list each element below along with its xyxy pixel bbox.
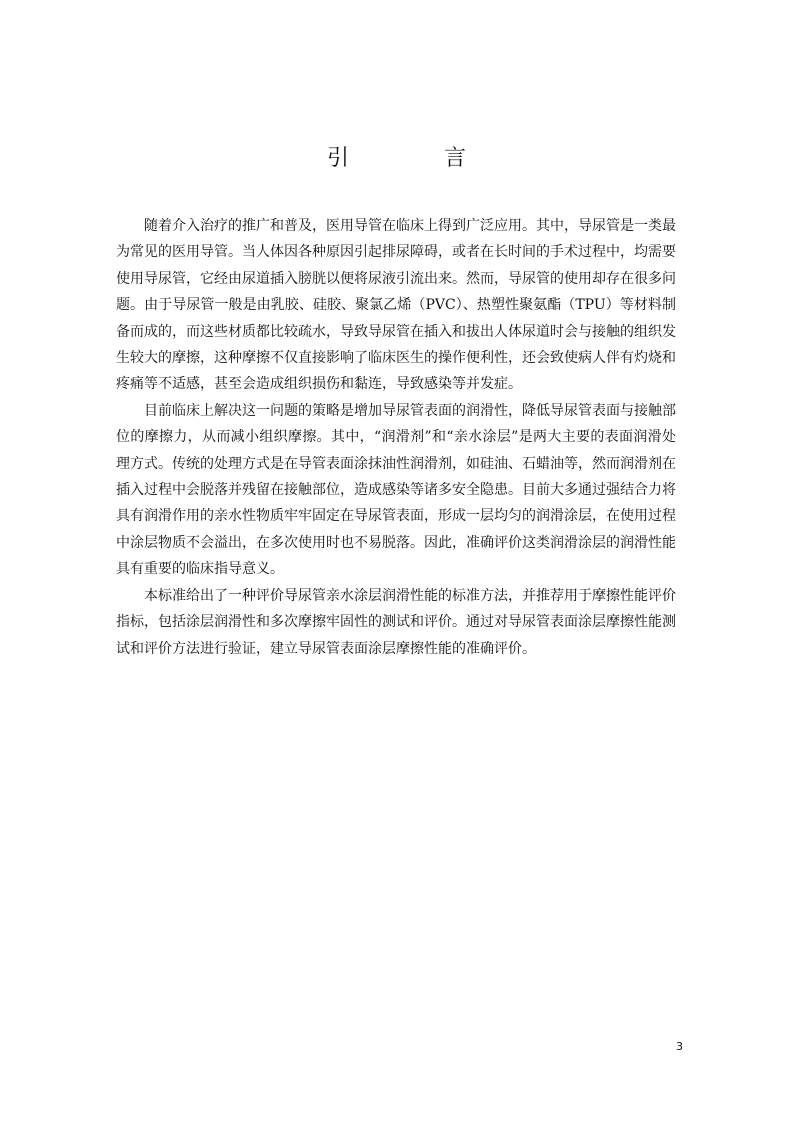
paragraph-2: 目前临床上解决这一问题的策略是增加导尿管表面的润滑性，降低导尿管表面与接触部位的摩擦力，从而减小组织摩擦。其中，“润滑剂”和“亲水涂层”是两大主要的表面润滑处理方式。传统的处理方式是在导管表面涂抹油性润滑剂，如硅油、石蜡油等，然而润滑剂在插入过程中会脱落并残留在接触部位，造成感染等诸多安全隐患。目前大多通过强结合力将具有润滑作用的亲水性物质牢牢固定在导尿管表面，形成一层均匀的润滑涂层，在使用过程中涂层物质不会溢出，在多次使用时也不易脱落。因此，准确评价这类润滑涂层的润滑性能具有重要的临床指导意义。 [116,402,676,578]
paragraph-1: 随着介入治疗的推广和普及，医用导管在临床上得到广泛应用。其中，导尿管是一类最为常见的医用导管。当人体因各种原因引起排尿障碍，或者在长时间的手术过程中，均需要使用导尿管，它经由尿道插入膀胱以便将尿液引流出来。然而，导尿管的使用却存在很多问题。由于导尿管一般是由乳胶、硅胶、聚氯乙烯（PVC）、热塑性聚氨酯（TPU）等材料制备而成的，而这些材质都比较疏水，导致导尿管在插入和拔出人体尿道时会与接触的组织发生较大的摩擦，这种摩擦不仅直接影响了临床医生的操作便利性，还会致使病人伴有灼烧和疼痛等不适感，甚至会造成组织损伤和黏连，导致感染等并发症。 [116,218,676,393]
body-text [116,213,676,662]
paragraph-3: 本标准给出了一种评价导尿管亲水涂层润滑性能的标准方法，并推荐用于摩擦性能评价指标，包括涂层润滑性和多次摩擦牢固性的测试和评价。通过对导尿管表面涂层摩擦性能测试和评价方法进行验证，建立导尿管表面涂层摩擦性能的准确评价。 [116,587,676,657]
page-number: 3 [676,1040,683,1053]
page-title: 引 言 [327,146,510,171]
